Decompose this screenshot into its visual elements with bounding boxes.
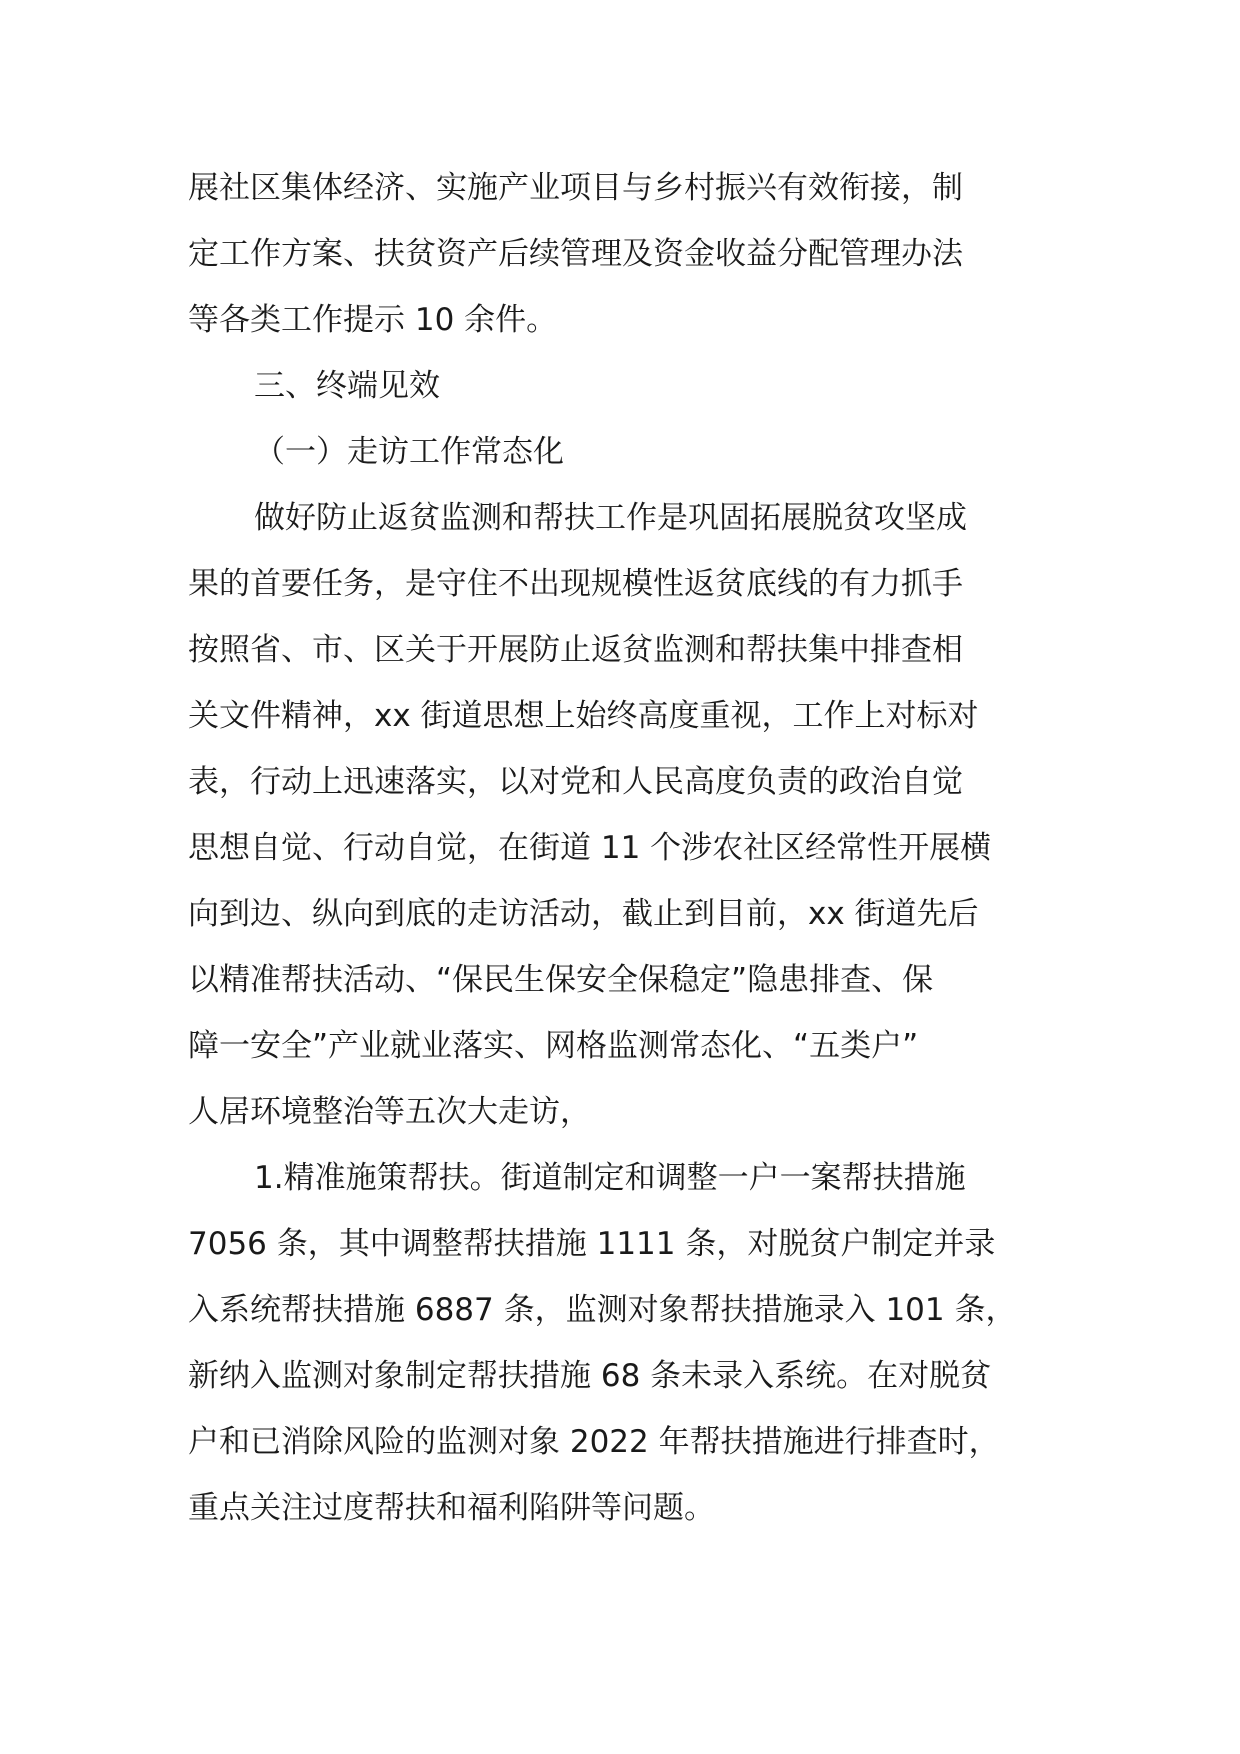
paragraph-line: 户和已消除风险的监测对象 2022 年帮扶措施进行排查时， — [188, 1424, 1000, 1460]
subsection-heading: （一）走访工作常态化 — [254, 434, 564, 470]
section-heading: 三、终端见效 — [254, 368, 440, 404]
paragraph-line: 重点关注过度帮扶和福利陷阱等问题。 — [188, 1490, 715, 1526]
paragraph-line: 人居环境整治等五次大走访， — [188, 1094, 591, 1130]
paragraph-line: 向到边、纵向到底的走访活动，截止到目前，xx 街道先后 — [188, 896, 979, 932]
paragraph-line: 障一安全”产业就业落实、网格监测常态化、“五类户” — [188, 1028, 919, 1064]
document-body — [188, 155, 1088, 1541]
paragraph-line: 果的首要任务，是守住不出现规模性返贫底线的有力抓手 — [188, 566, 963, 602]
paragraph-continuation-line: 展社区集体经济、实施产业项目与乡村振兴有效衔接，制 — [188, 170, 963, 206]
paragraph-line: 7056 条，其中调整帮扶措施 1111 条，对脱贫户制定并录 — [188, 1226, 996, 1262]
paragraph-first-line: 做好防止返贫监测和帮扶工作是巩固拓展脱贫攻坚成 — [254, 500, 967, 536]
paragraph-line: 表，行动上迅速落实，以对党和人民高度负责的政治自觉 — [188, 764, 963, 800]
paragraph-first-line: 1.精准施策帮扶。街道制定和调整一户一案帮扶措施 — [254, 1160, 966, 1196]
paragraph-continuation-line: 定工作方案、扶贫资产后续管理及资金收益分配管理办法 — [188, 236, 963, 272]
paragraph-line: 入系统帮扶措施 6887 条，监测对象帮扶措施录入 101 条， — [188, 1292, 1017, 1328]
paragraph-line: 按照省、市、区关于开展防止返贫监测和帮扶集中排查相 — [188, 632, 963, 668]
paragraph-line: 以精准帮扶活动、“保民生保安全保稳定”隐患排查、保 — [188, 962, 934, 998]
paragraph-line: 思想自觉、行动自觉，在街道 11 个涉农社区经常性开展横 — [188, 830, 992, 866]
paragraph-line: 关文件精神，xx 街道思想上始终高度重视，工作上对标对 — [188, 698, 979, 734]
paragraph-line: 新纳入监测对象制定帮扶措施 68 条未录入系统。在对脱贫 — [188, 1358, 992, 1394]
paragraph-continuation-line: 等各类工作提示 10 余件。 — [188, 302, 558, 338]
